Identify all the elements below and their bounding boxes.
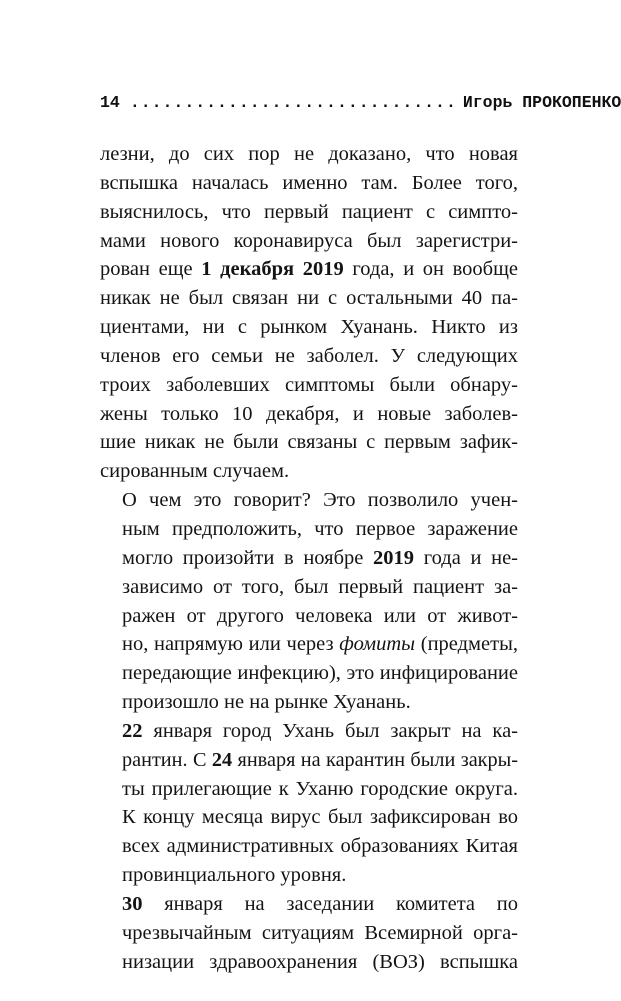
paragraph <box>100 890 518 977</box>
body-text <box>100 140 518 976</box>
paragraph <box>100 717 518 890</box>
text-line: всех административных образованиях Китая <box>122 835 518 858</box>
page-number: 14 <box>100 93 120 112</box>
text-line: произошло не на рынке Хуанань. <box>122 691 411 714</box>
text-line: никак не был связан ни с остальными 40 па- <box>100 287 518 310</box>
text-line: рантин. С 24 января на карантин были закры- <box>122 748 518 771</box>
text-line: шие никак не были связаны с первым зафик- <box>100 431 518 454</box>
text-line: жены только 10 декабря, и новые заболев- <box>100 402 518 425</box>
paragraph <box>100 140 518 486</box>
text-line: 22 января город Ухань был закрыт на ка- <box>122 719 518 742</box>
date-emphasis: 24 <box>211 748 233 771</box>
date-emphasis: 30 <box>122 892 143 915</box>
text-line: но, напрямую или через фомиты (предметы, <box>122 633 518 656</box>
text-line: могло произойти в ноябре 2019 года и не- <box>122 546 519 569</box>
text-line: К концу месяца вирус был зафиксирован во <box>122 806 518 829</box>
text-line: циентами, ни с рынком Хуанань. Никто из <box>100 316 518 339</box>
text-line: троих заболевших симптомы были обнару- <box>100 373 518 396</box>
text-line: низации здравоохранения (ВОЗ) вспышка <box>122 950 518 973</box>
text-line: ты прилегающие к Уханю городские округа. <box>122 777 518 800</box>
text-line: рован еще 1 декабря 2019 года, и он вообще <box>100 258 518 281</box>
term-italic: фомиты <box>339 633 416 656</box>
date-emphasis: 22 <box>122 719 143 742</box>
text-line: чрезвычайным ситуациям Всемирной орга- <box>122 921 518 944</box>
text-line: выяснилось, что первый пациент с симпто- <box>100 200 518 223</box>
running-header <box>100 93 621 115</box>
dot-leader: .............................. <box>129 93 457 112</box>
text-line: лезни, до сих пор не доказано, что новая <box>100 143 518 165</box>
year-emphasis: 2019 <box>373 546 415 569</box>
text-line: О чем это говорит? Это позволило учен- <box>122 489 518 512</box>
text-line: сированным случаем. <box>100 460 290 483</box>
text-line: ным предположить, что первое заражение <box>122 517 518 540</box>
text-line: 30 января на заседании комитета по <box>122 892 518 915</box>
text-line: зависимо от того, был первый пациент за- <box>122 575 518 598</box>
date-emphasis: 1 декабря 2019 <box>201 258 344 281</box>
author-name: Игорь ПРОКОПЕНКО <box>462 93 621 112</box>
text-line: ражен от другого человека или от живот- <box>122 604 518 627</box>
text-line: передающие инфекцию), это инфицирование <box>122 662 518 685</box>
text-line: мами нового коронавируса был зарегистри- <box>100 229 518 252</box>
paragraph <box>100 486 518 717</box>
text-line: членов его семьи не заболел. У следующих <box>100 344 518 367</box>
text-line: вспышка началась именно там. Более того, <box>100 171 518 194</box>
text-line: провинциального уровня. <box>122 864 347 887</box>
